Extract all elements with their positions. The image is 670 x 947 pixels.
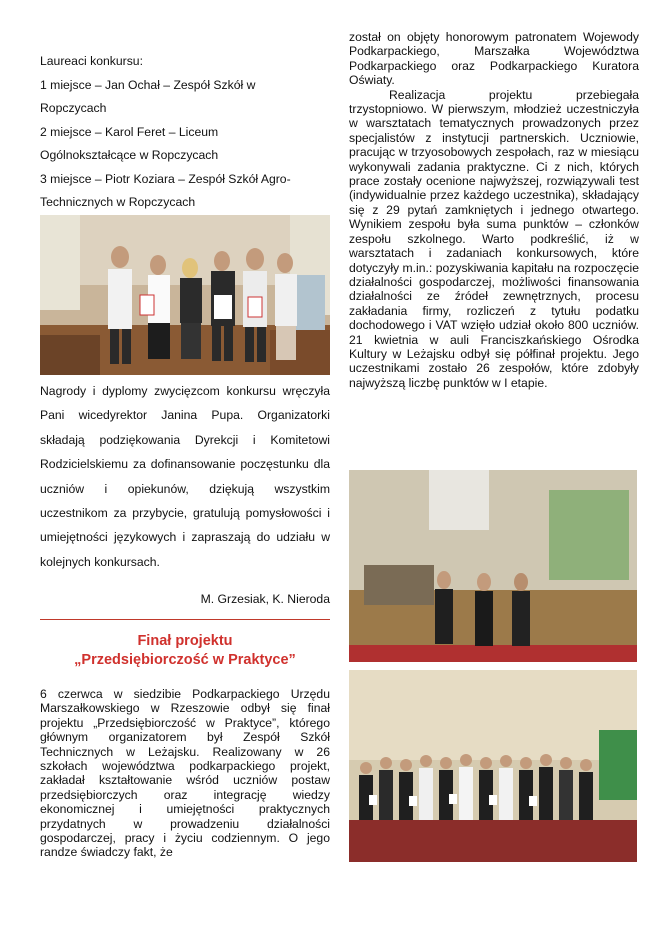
winner-line: Ogólnokształcące w Ropczycach: [40, 148, 219, 162]
section-divider: [40, 619, 330, 620]
final-group-photo: [349, 670, 637, 862]
article-body-left: [40, 687, 330, 860]
article-heading-line2: „Przedsiębiorczość w Praktyce”: [74, 652, 296, 668]
presentation-photo: [349, 470, 637, 662]
group-photo-classroom: [40, 215, 330, 375]
article-paragraph: 6 czerwca w siedzibie Podkarpackiego Urzędu Marszałkowskiego w Rzeszowie odbył się finał projektu „Przedsiębiorczość w Praktyce”, którego głównym organizatorem był Zespół Szkół Technicznych w Leżajsku. Realizowany w 26 szkołach województwa podkarpackiego projekt, zakładał kształtowanie wśród uczniów postaw przedsiębiorczych oraz integrację wiedzy ekonomicznej i umiejętności praktycznych przydatnych w prowadzeniu działalności gospodarczej, pracy i życiu codziennym. O jego randze świadczy fakt, że: [40, 687, 330, 860]
winner-line: Ropczycach: [40, 101, 107, 115]
winner-line: 1 miejsce – Jan Ochał – Zespół Szkół w: [40, 77, 256, 92]
awards-paragraph: Nagrody i dyplomy zwycięzcom konkursu wręczyła Pani wicedyrektor Janina Pupa. Organizatorki składają podziękowania Dyrekcji i Komitetowi Rodzicielskiemu za dofinansowanie poczęstunku dla uczniów i opiekunów, dziękują wszystkim uczestnikom za przybycie, gratulują pomysłowości i umiejętności językowych i zapraszają do udziału w kolejnych konkursach.: [40, 384, 330, 569]
winner-line: 3 miejsce – Piotr Koziara – Zespół Szkół Agro-: [40, 171, 291, 186]
article-heading: [40, 632, 330, 670]
article-body-right: [349, 30, 639, 390]
signature: M. Grzesiak, K. Nieroda: [200, 592, 330, 606]
winner-line: 2 miejsce – Karol Feret – Liceum: [40, 124, 219, 139]
winner-line: Technicznych w Ropczycach: [40, 195, 196, 209]
article-paragraph-continued: został on objęty honorowym patronatem Wojewody Podkarpackiego, Marszałka Województwa Podkarpackiego oraz Podkarpackiego Kuratora Oświaty.: [349, 30, 639, 88]
winners-title: Laureaci konkursu:: [40, 54, 143, 68]
article-paragraph: Realizacja projektu przebiegała trzystopniowo. W pierwszym, młodzież uczestniczyła w warsztatach tematycznych prowadzonych przez specjalistów z instytucji partnerskich. Uczniowie, pracując w trzyosobowych zespołach, raz w miesiącu wykonywali zadania praktyczne. Ci z nich, których prace zostały ocenione najwyższej, rozwiązywali test (indywidualnie przez każdego uczestnika), składający się z 29 pytań zamkniętych i jednego otwartego. Wynikiem zespołu była suma punktów – członków zespołu szkolnego. Warto podkreślić, iż w warsztatach i zadaniach konkursowych, które dotyczyły m.in.: pozyskiwania kapitału na rozpoczęcie działalności gospodarczej, możliwości finansowania działalności ze źródeł zewnętrznych, procesu zakładania firmy, rozliczeń z tytułu podatku dochodowego i VAT wzięło udział około 800 uczniów. 21 kwietnia w auli Franciszkańskiego Ośrodka Kultury w Leżajsku odbył się półfinał projektu. Jego uczestnikami zostało 26 zespołów, które zdobyły najwyższą liczbę punktów w I etapie.: [349, 87, 639, 390]
winners-block: [40, 50, 330, 215]
article-heading-line1: Finał projektu: [137, 633, 233, 649]
